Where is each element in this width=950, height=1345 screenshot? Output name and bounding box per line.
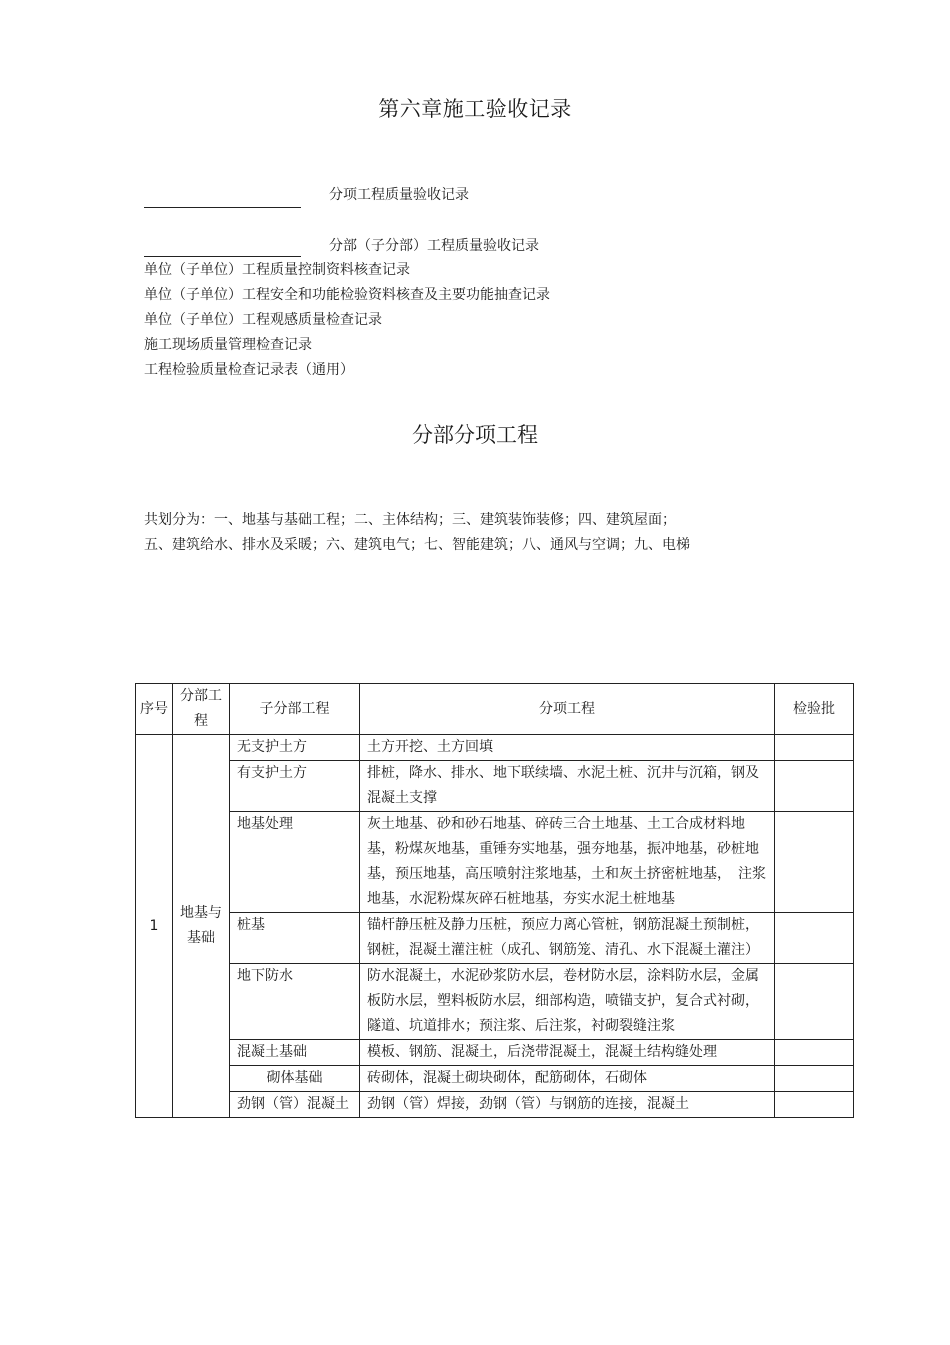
subdivision-cell: 劲钢（管）混凝土 (230, 1092, 360, 1118)
record-item: 单位（子单位）工程安全和功能检验资料核查及主要功能抽查记录 (144, 287, 550, 303)
header-batch: 检验批 (775, 684, 854, 735)
table-header-row (136, 684, 854, 735)
batch-cell (775, 964, 854, 1040)
record-item: 分项工程质量验收记录 (329, 187, 469, 203)
item-cell: 灰土地基、砂和砂石地基、碎砖三合土地基、土工合成材料地基，粉煤灰地基，重锤夯实地基，强夯地基，振冲地基，砂桩地基，预压地基，高压喷射注浆地基，土和灰土挤密桩地基， 注浆地基，水泥粉煤灰碎石桩地基，夯实水泥土桩地基 (360, 812, 775, 913)
subdivision-cell: 混凝土基础 (230, 1040, 360, 1066)
record-item: 工程检验质量检查记录表（通用） (144, 362, 354, 378)
record-item: 单位（子单位）工程观感质量检查记录 (144, 312, 382, 328)
item-cell: 排桩，降水、排水、地下联续墙、水泥土桩、沉井与沉箱，钢及混凝土支撑 (360, 761, 775, 812)
subdivision-cell: 砌体基础 (230, 1066, 360, 1092)
table-row (136, 964, 854, 1040)
fill-in-line (144, 207, 301, 208)
intro-line: 共划分为：一、地基与基础工程；二、主体结构；三、建筑装饰装修；四、建筑屋面； (144, 512, 676, 528)
batch-cell (775, 735, 854, 761)
item-cell: 砖砌体，混凝土砌块砌体，配筋砌体，石砌体 (360, 1066, 775, 1092)
header-subdivision: 子分部工程 (230, 684, 360, 735)
page-title: 第六章施工验收记录 (378, 97, 572, 121)
intro-line: 五、建筑给水、排水及采暖；六、建筑电气；七、智能建筑；八、通风与空调；九、电梯 (144, 537, 690, 553)
batch-cell (775, 1092, 854, 1118)
table-row (136, 913, 854, 964)
seq-cell: 1 (136, 735, 173, 1118)
table-row (136, 1040, 854, 1066)
record-item: 分部（子分部）工程质量验收记录 (329, 238, 539, 254)
item-cell: 模板、钢筋、混凝土，后浇带混凝土，混凝土结构缝处理 (360, 1040, 775, 1066)
header-seq: 序号 (136, 684, 173, 735)
subdivision-cell: 桩基 (230, 913, 360, 964)
record-item: 单位（子单位）工程质量控制资料核查记录 (144, 262, 410, 278)
division-cell: 地基与基础 (173, 735, 230, 1118)
item-cell: 锚杆静压桩及静力压桩，预应力离心管桩，钢筋混凝土预制桩，钢桩，混凝土灌注桩（成孔、钢筋笼、清孔、水下混凝土灌注） (360, 913, 775, 964)
batch-cell (775, 812, 854, 913)
batch-cell (775, 1040, 854, 1066)
batch-cell (775, 761, 854, 812)
item-cell: 防水混凝土，水泥砂浆防水层，卷材防水层，涂料防水层，金属板防水层，塑料板防水层，细部构造，喷锚支护，复合式衬砌，隧道、坑道排水；预注浆、后注浆，衬砌裂缝注浆 (360, 964, 775, 1040)
table-row (136, 761, 854, 812)
division-table (135, 683, 854, 1118)
subdivision-cell: 无支护土方 (230, 735, 360, 761)
header-item: 分项工程 (360, 684, 775, 735)
section-title: 分部分项工程 (412, 423, 538, 447)
fill-in-line (144, 256, 301, 257)
record-item: 施工现场质量管理检查记录 (144, 337, 312, 353)
batch-cell (775, 913, 854, 964)
subdivision-cell: 地基处理 (230, 812, 360, 913)
item-cell: 土方开挖、土方回填 (360, 735, 775, 761)
subdivision-cell: 有支护土方 (230, 761, 360, 812)
table-row (136, 735, 854, 761)
table-row (136, 1066, 854, 1092)
item-cell: 劲钢（管）焊接，劲钢（管）与钢筋的连接，混凝土 (360, 1092, 775, 1118)
header-division: 分部工程 (173, 684, 230, 735)
table-row (136, 1092, 854, 1118)
subdivision-cell: 地下防水 (230, 964, 360, 1040)
batch-cell (775, 1066, 854, 1092)
table-row (136, 812, 854, 913)
